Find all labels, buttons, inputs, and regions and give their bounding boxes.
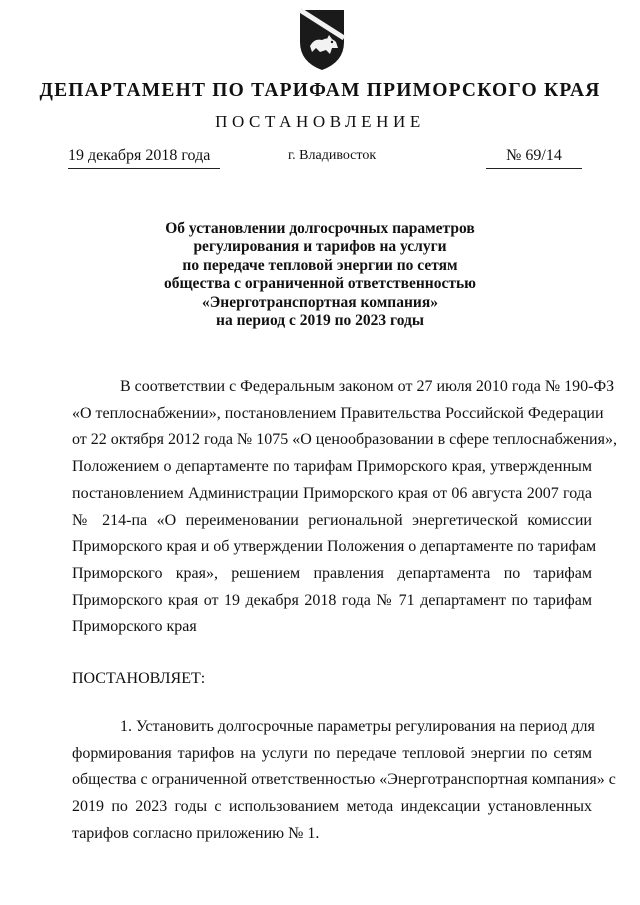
preamble-line: «О теплоснабжении», постановлением Правительства Российской Федерации <box>72 404 604 422</box>
item-1-paragraph <box>72 714 616 848</box>
department-title: ДЕПАРТАМЕНТ ПО ТАРИФАМ ПРИМОРСКОГО КРАЯ <box>39 80 601 101</box>
item-line: тарифов согласно приложению № 1. <box>72 824 320 842</box>
preamble-line: В соответствии с Федеральным законом от 27 июля 2010 года № 190-ФЗ <box>120 378 615 395</box>
document-date: 19 декабря 2018 года <box>68 147 220 169</box>
item-line: 1. Установить долгосрочные параметры регулирования на период для <box>120 718 595 735</box>
document-city: г. Владивосток <box>288 148 377 163</box>
preamble-line: № 214-па «О переименовании региональной энергетической комиссии <box>72 511 592 529</box>
coat-of-arms-icon <box>296 8 348 72</box>
subject-line: общества с ограниченной ответственностью <box>163 275 477 293</box>
preamble-paragraph <box>72 374 617 641</box>
preamble-line: Приморского края от 19 декабря 2018 года № 71 департамент по тарифам <box>72 591 592 609</box>
preamble-line: Приморского края и об утверждении Положения о департаменте по тарифам <box>72 538 597 556</box>
item-line: 2019 по 2023 годы с использованием метода индексации установленных <box>72 798 592 816</box>
document-subject <box>100 220 540 330</box>
preamble-line: постановлением Администрации Приморского края от 06 августа 2007 года <box>72 484 592 502</box>
item-line: общества с ограниченной ответственностью «Энерготранспортная компания» с <box>72 771 616 789</box>
subject-line: регулирования и тарифов на услуги <box>193 238 447 256</box>
preamble-line: Положением о департаменте по тарифам Приморского края, утвержденным <box>72 458 592 476</box>
preamble-line: от 22 октября 2012 года № 1075 «О ценообразовании в сфере теплоснабжения», <box>72 431 617 449</box>
preamble-line: Приморского края», решением правления департамента по тарифам <box>72 564 592 582</box>
subject-line: «Энерготранспортная компания» <box>202 293 438 311</box>
preamble-line: Приморского края <box>72 618 197 636</box>
document-number: № 69/14 <box>486 147 582 169</box>
subject-line: на период с 2019 по 2023 годы <box>216 312 424 330</box>
subject-line: по передаче тепловой энергии по сетям <box>182 256 458 274</box>
subject-line: Об установлении долгосрочных параметров <box>165 220 475 237</box>
decree-word: ПОСТАНОВЛЯЕТ: <box>72 670 206 687</box>
document-type: ПОСТАНОВЛЕНИЕ <box>215 112 425 131</box>
item-line: формирования тарифов на услуги по передаче тепловой энергии по сетям <box>72 744 592 762</box>
